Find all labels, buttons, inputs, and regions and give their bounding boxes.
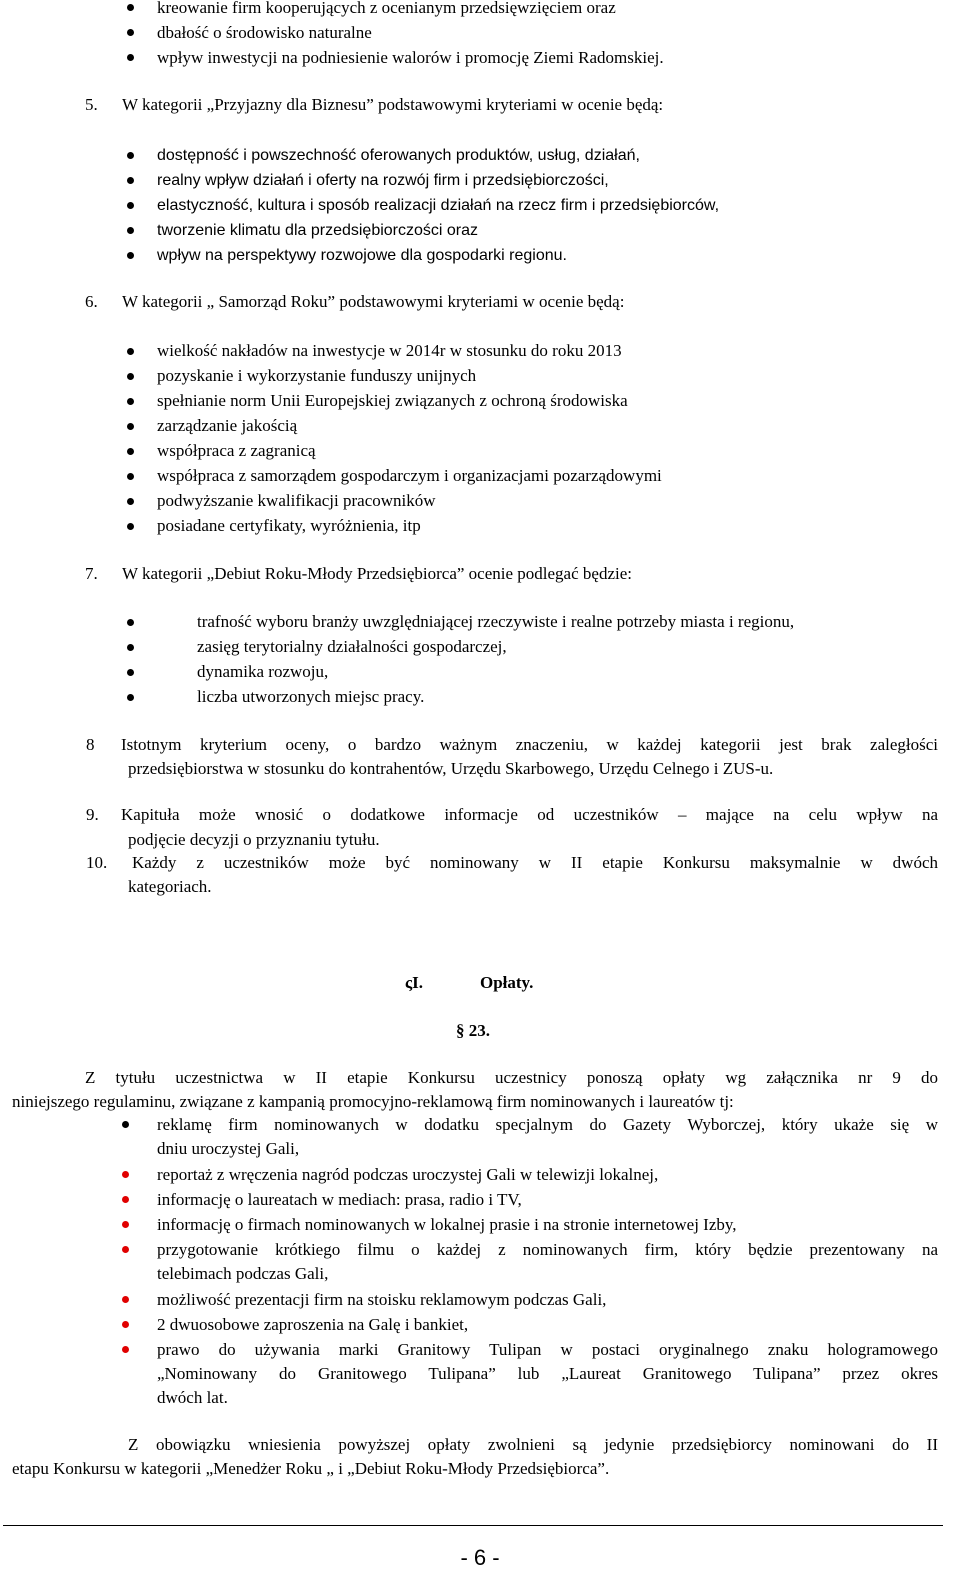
bullet-marker [127,4,134,11]
bullet-marker [127,348,134,355]
bullet-marker [122,1296,129,1303]
item-text-line: kategoriach. [128,877,212,896]
list-item: reportaż z wręczenia nagród podczas uroczystej Gali w telewizji lokalnej, [157,1165,659,1184]
list-item: możliwość prezentacji firm na stoisku reklamowym podczas Gali, [157,1290,607,1309]
list-item: 2 dwuosobowe zaproszenia na Galę i bankiet, [157,1315,469,1334]
bullet-marker [127,152,134,159]
list-item: wpływ inwestycji na podniesienie walorów i promocję Ziemi Radomskiej. [157,48,664,67]
list-item: przygotowanie krótkiego filmu o każdej z nominowanych firm, który będzie prezentowany na [157,1240,938,1259]
list-item: elastyczność, kultura i sposób realizacji działań na rzecz firm i przedsiębiorców, [157,197,720,214]
section-number: ςI. [405,973,424,992]
bullet-marker [127,619,134,626]
item-number: 9. [86,805,99,824]
item-heading: W kategorii „Debiut Roku-Młody Przedsiębiorca” ocenie podlegać będzie: [122,564,632,583]
list-item-continuation: dniu uroczystej Gali, [157,1139,300,1158]
item-number: 6. [85,292,98,311]
bullet-marker [127,694,134,701]
bullet-marker [122,1321,129,1328]
bullet-marker [122,1121,129,1128]
list-item: informację o firmach nominowanych w lokalnej prasie i na stronie internetowej Izby, [157,1215,737,1234]
list-item: wpływ na perspektywy rozwojowe dla gospodarki regionu. [157,247,567,264]
list-item: tworzenie klimatu dla przedsiębiorczości oraz [157,222,479,239]
section-title: Opłaty. [480,973,534,992]
bullet-marker [127,398,134,405]
footer-divider [3,1525,943,1526]
item-text-line: Istotnym kryterium oceny, o bardzo ważnym znaczeniu, w każdej kategorii jest brak zaległości [121,735,938,754]
list-item: wielkość nakładów na inwestycje w 2014r w stosunku do roku 2013 [157,341,622,360]
list-item: informację o laureatach w mediach: prasa, radio i TV, [157,1190,522,1209]
list-item: prawo do używania marki Granitowy Tulipan w postaci oryginalnego znaku hologramowego [157,1340,938,1359]
list-item: dostępność i powszechność oferowanych produktów, usług, działań, [157,147,640,164]
bullet-marker [127,448,134,455]
bullet-marker [127,423,134,430]
fees-intro-line: niniejszego regulaminu, związane z kampanią promocyjno-reklamową firm nominowanych i laureatów tj: [12,1092,734,1111]
bullet-marker [122,1346,129,1353]
list-item: posiadane certyfikaty, wyróżnienia, itp [157,516,421,535]
fees-intro-line: Z tytułu uczestnictwa w II etapie Konkursu uczestnicy ponoszą opłaty wg załącznika nr 9 do [85,1068,938,1087]
bullet-marker [122,1221,129,1228]
list-item: współpraca z zagranicą [157,441,316,460]
list-item: realny wpływ działań i oferty na rozwój firm i przedsiębiorczości, [157,172,609,189]
list-item-continuation: „Nominowany do Granitowego Tulipana” lub „Laureat Granitowego Tulipana” przez okres [157,1364,938,1383]
list-item: współpraca z samorządem gospodarczym i organizacjami pozarządowymi [157,466,662,485]
bullet-marker [122,1246,129,1253]
bullet-marker [127,498,134,505]
paragraph-number: § 23. [456,1021,490,1040]
bullet-marker [127,54,134,61]
list-item: podwyższanie kwalifikacji pracowników [157,491,436,510]
bullet-marker [127,669,134,676]
list-item: liczba utworzonych miejsc pracy. [197,687,425,706]
bullet-marker [127,177,134,184]
bullet-marker [127,644,134,651]
exemption-line: Z obowiązku wniesienia powyższej opłaty zwolnieni są jedynie przedsiębiorcy nominowani do II [128,1435,938,1454]
item-number: 8 [86,735,95,754]
list-item-continuation: telebimach podczas Gali, [157,1264,329,1283]
bullet-marker [127,473,134,480]
item-number: 7. [85,564,98,583]
list-item: zasięg terytorialny działalności gospodarczej, [197,637,507,656]
item-text-line: Kapituła może wnosić o dodatkowe informacje od uczestników – mające na celu wpływ na [121,805,938,824]
bullet-marker [127,523,134,530]
list-item: trafność wyboru branży uwzględniającej rzeczywiste i realne potrzeby miasta i regionu, [197,612,795,631]
item-heading: W kategorii „Przyjazny dla Biznesu” podstawowymi kryteriami w ocenie będą: [122,95,664,114]
bullet-marker [127,252,134,259]
page-number: - 6 - [460,1545,500,1570]
list-item: spełnianie norm Unii Europejskiej związanych z ochroną środowiska [157,391,628,410]
bullet-marker [127,373,134,380]
item-number: 10. [86,853,108,872]
list-item: reklamę firm nominowanych w dodatku specjalnym do Gazety Wyborczej, który ukaże się w [157,1115,938,1134]
item-text-line: przedsiębiorstwa w stosunku do kontrahentów, Urzędu Skarbowego, Urzędu Celnego i ZUS-u. [128,759,774,778]
bullet-marker [122,1171,129,1178]
list-item: pozyskanie i wykorzystanie funduszy unijnych [157,366,477,385]
list-item: dbałość o środowisko naturalne [157,23,372,42]
item-number: 5. [85,95,98,114]
bullet-marker [122,1196,129,1203]
item-text-line: podjęcie decyzji o przyznaniu tytułu. [128,830,380,849]
exemption-line: etapu Konkursu w kategorii „Menedżer Roku „ i „Debiut Roku-Młody Przedsiębiorca”. [12,1459,610,1478]
item-heading: W kategorii „ Samorząd Roku” podstawowymi kryteriami w ocenie będą: [122,292,625,311]
item-text-line: Każdy z uczestników może być nominowany w II etapie Konkursu maksymalnie w dwóch [132,853,938,872]
bullet-marker [127,227,134,234]
list-item: kreowanie firm kooperujących z ocenianym przedsięwzięciem oraz [157,0,616,17]
list-item: dynamika rozwoju, [197,662,329,681]
bullet-marker [127,29,134,36]
bullet-marker [127,202,134,209]
list-item-continuation: dwóch lat. [157,1388,228,1407]
list-item: zarządzanie jakością [157,416,298,435]
